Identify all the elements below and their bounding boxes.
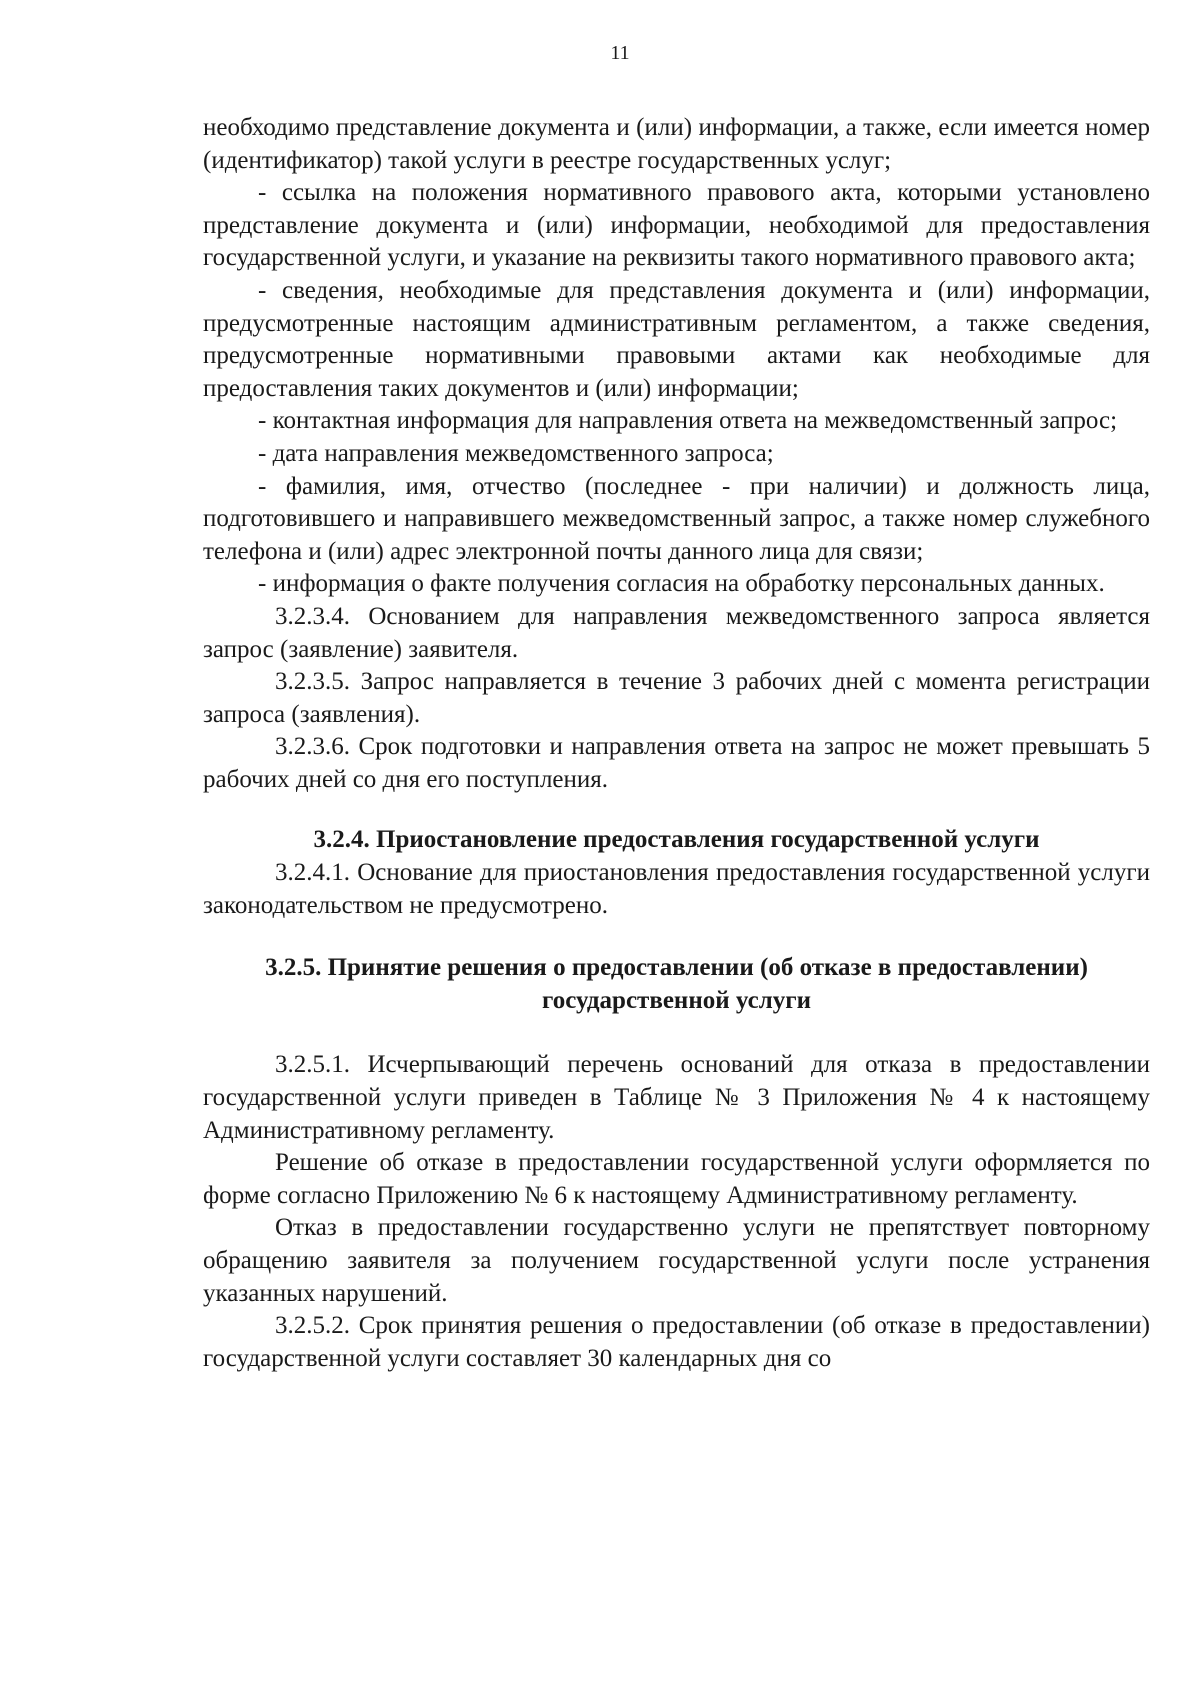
paragraph: 3.2.5.1. Исчерпывающий перечень оснований для отказа в предоставлении государственной услуги приведен в Таблице № 3 Приложения № 4 к настоящему Административному регламенту. (203, 1051, 1150, 1144)
section-heading-3-2-5-line1: 3.2.5. Принятие решения о предоставлении (об отказе в предоставлении) (265, 954, 1088, 982)
paragraph: - информация о факте получения согласия на обработку персональных данных. (258, 570, 1105, 598)
paragraph-group-requisites (203, 112, 1150, 796)
document-body (203, 112, 1150, 1375)
paragraph-group-decision (203, 1049, 1150, 1375)
paragraph: - сведения, необходимые для представления документа и (или) информации, предусмотренные настоящим административным регламентом, а также сведения, предусмотренные нормативными правовыми актами как необходимые для предоставления таких документов и (или) информации; (203, 276, 1150, 402)
paragraph: 3.2.5.2. Срок принятия решения о предоставлении (об отказе в предоставлении) государственной услуги составляет 30 календарных дня со (203, 1312, 1150, 1372)
paragraph: 3.2.3.4. Основанием для направления межведомственного запроса является запрос (заявление) заявителя. (203, 602, 1150, 663)
section-heading-3-2-5 (203, 952, 1150, 1017)
paragraph: 3.2.3.5. Запрос направляется в течение 3 рабочих дней с момента регистрации запроса (заявления). (203, 668, 1150, 728)
paragraph: - ссылка на положения нормативного правового акта, которыми установлено представление документа и (или) информации, необходимой для предоставления государственной услуги, и указание на реквизиты такого нормативного правового акта; (203, 179, 1150, 272)
paragraph: 3.2.4.1. Основание для приостановления предоставления государственной услуги законодательством не предусмотрено. (203, 859, 1150, 919)
paragraph: - контактная информация для направления ответа на межведомственный запрос; (258, 407, 1118, 435)
section-heading-3-2-4: 3.2.4. Приостановление предоставления государственной услуги (313, 826, 1040, 854)
paragraph: Отказ в предоставлении государственно услуги не препятствует повторному обращению заявителя за получением государственной услуги после устранения указанных нарушений. (203, 1214, 1150, 1307)
page-number: 11 (610, 42, 630, 64)
paragraph: 3.2.3.6. Срок подготовки и направления ответа на запрос не может превышать 5 рабочих дней со дня его поступления. (203, 733, 1150, 793)
paragraph: - дата направления межведомственного запроса; (258, 439, 774, 467)
paragraph-group-suspension (203, 857, 1150, 922)
section-heading-3-2-5-line2: государственной услуги (541, 986, 812, 1014)
paragraph: необходимо представление документа и (или) информации, а также, если имеется номер (идентификатор) такой услуги в реестре государственных услуг; (203, 114, 1150, 174)
paragraph: Решение об отказе в предоставлении государственной услуги оформляется по форме согласно Приложению № 6 к настоящему Административному регламенту. (203, 1149, 1150, 1209)
paragraph: - фамилия, имя, отчество (последнее - при наличии) и должность лица, подготовившего и направившего межведомственный запрос, а также номер служебного телефона и (или) адрес электронной почты данного лица для связи; (203, 472, 1150, 565)
